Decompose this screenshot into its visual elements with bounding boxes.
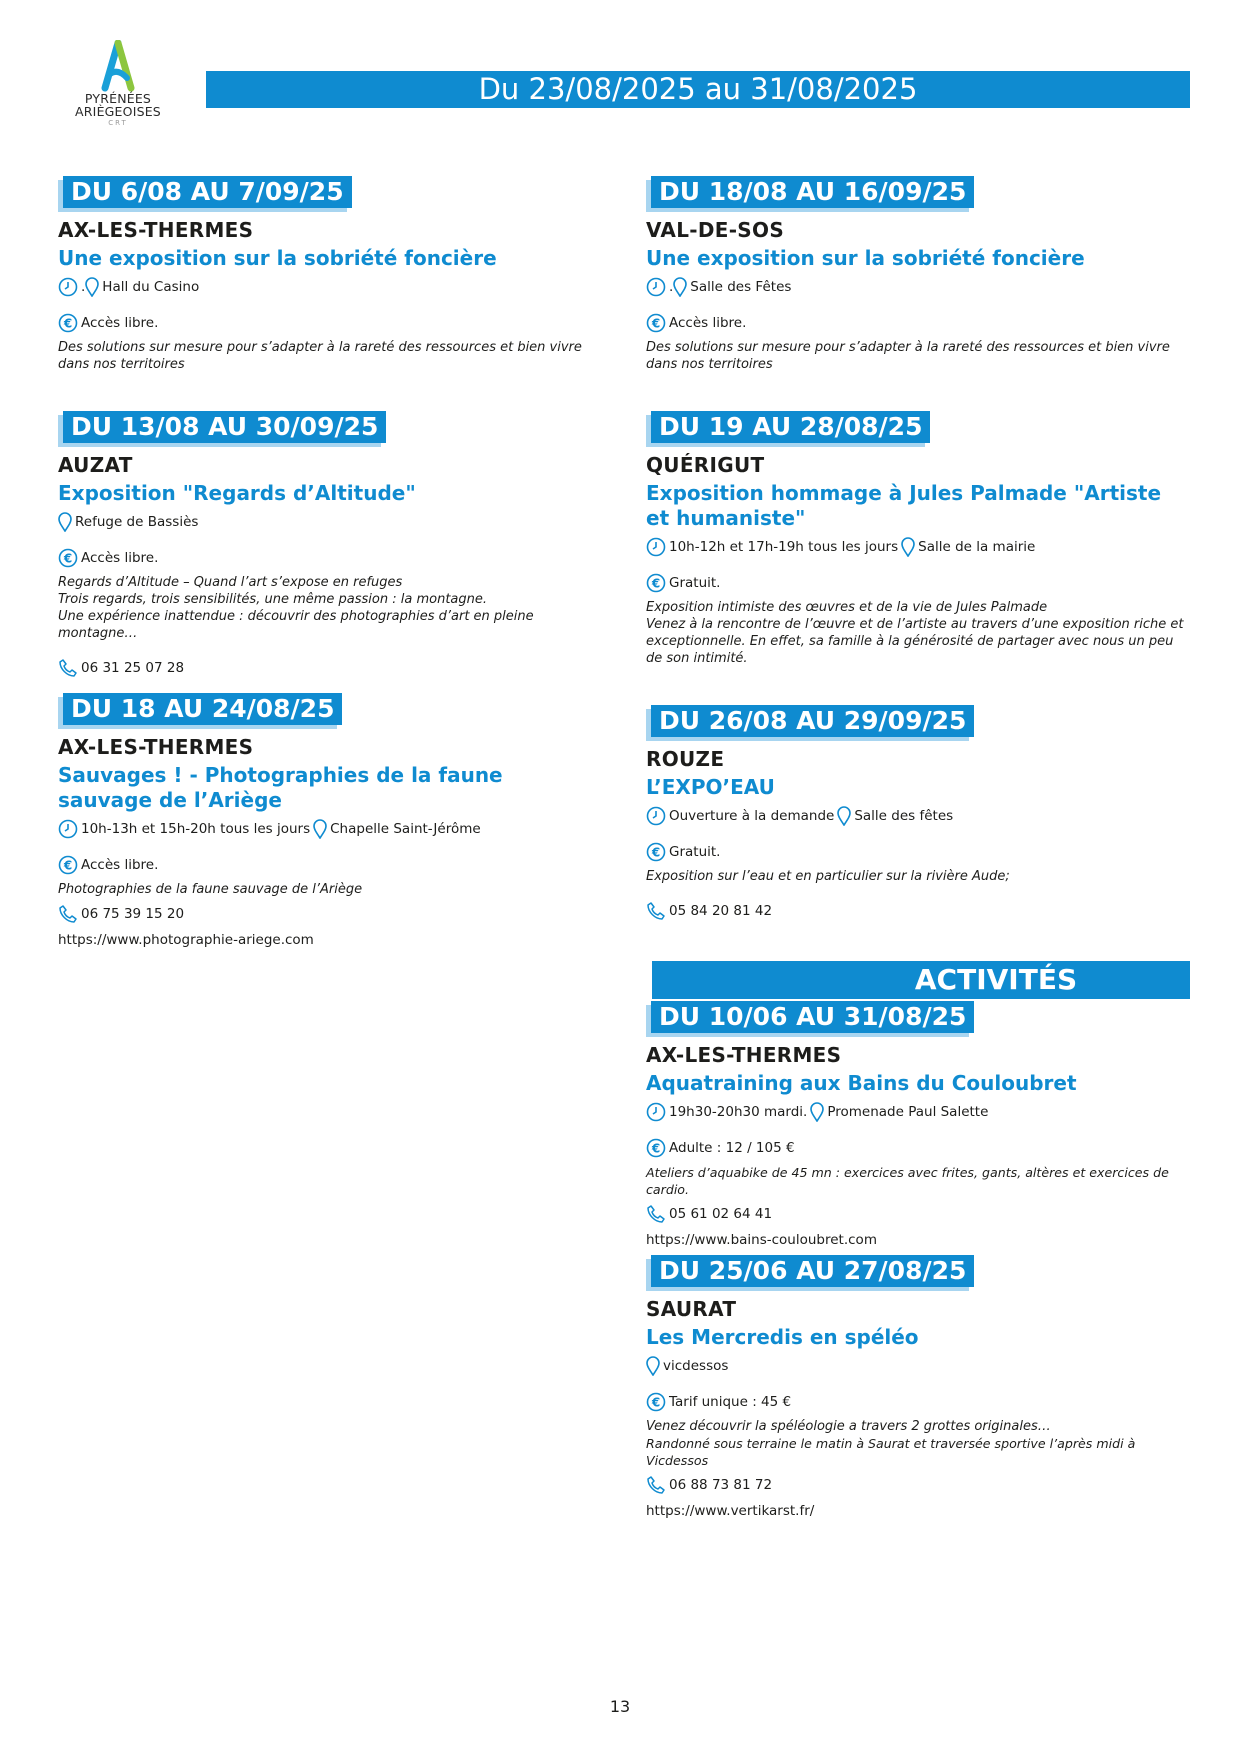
event-phone[interactable]: 05 84 20 81 42 [669, 903, 773, 919]
svg-text:€: € [63, 551, 73, 566]
event-description-line: Des solutions sur mesure pour s’adapter à la rareté des ressources et bien vivre dans nos territoires [646, 340, 1170, 372]
euro-icon [646, 842, 666, 862]
event-title: L’EXPO’EAU [646, 775, 775, 799]
event-town: ROUZE [646, 747, 725, 771]
event-time-place [58, 277, 598, 297]
event-phone-row [58, 658, 598, 678]
logo-line-1: PYRÉNÉES [84, 91, 152, 106]
event-date: DU 6/08 AU 7/09/25 [63, 176, 352, 208]
event-description-line: Exposition sur l’eau et en particulier sur la rivière Aude; [646, 869, 1010, 884]
event-place: vicdessos [663, 1358, 729, 1374]
event-card [646, 1255, 1186, 1521]
event-price: Gratuit. [669, 844, 721, 860]
euro-icon [58, 313, 78, 333]
event-phone[interactable]: 06 31 25 07 28 [81, 660, 185, 676]
event-title: Aquatraining aux Bains du Couloubret [646, 1071, 1077, 1095]
event-time: 10h-13h et 15h-20h tous les jours [81, 821, 311, 837]
location-pin-icon [313, 819, 327, 839]
svg-text:€: € [651, 576, 661, 591]
svg-text:€: € [63, 858, 73, 873]
clock-icon [58, 819, 78, 839]
event-time-place [646, 1356, 1186, 1376]
event-description-line: Venez découvrir la spéléologie a travers 2 grottes originales… [646, 1419, 1051, 1434]
logo [72, 40, 164, 140]
event-town: AX-LES-THERMES [58, 218, 254, 242]
logo-mark-icon [98, 40, 138, 92]
event-description [58, 574, 598, 642]
event-town: AX-LES-THERMES [646, 1043, 842, 1067]
event-price-row [58, 313, 598, 333]
event-date: DU 18 AU 24/08/25 [63, 693, 342, 725]
event-time-place [58, 819, 598, 839]
logo-line-3: CRT [108, 119, 128, 127]
location-pin-icon [58, 512, 72, 532]
svg-text:€: € [651, 845, 661, 860]
event-description-line: Venez à la rencontre de l’œuvre et de l’artiste au travers d’une exposition riche et exceptionnelle. En effet, sa famille à la générosité de partager avec nous un peu de son intimité. [646, 617, 1184, 666]
location-pin-icon [901, 537, 915, 557]
euro-icon [646, 573, 666, 593]
svg-text:€: € [651, 1141, 661, 1156]
event-price-row [646, 1138, 1186, 1158]
location-pin-icon [810, 1102, 824, 1122]
event-phone[interactable]: 05 61 02 64 41 [669, 1206, 773, 1222]
event-phone-row [58, 904, 598, 924]
event-price: Accès libre. [81, 857, 159, 873]
event-time: . [669, 279, 674, 295]
euro-icon [58, 855, 78, 875]
phone-icon [646, 901, 666, 921]
event-description [646, 599, 1186, 667]
event-date: DU 19 AU 28/08/25 [651, 411, 930, 443]
event-phone-row [646, 901, 1186, 921]
event-card [58, 693, 598, 950]
event-description [646, 1164, 1186, 1198]
event-title: Une exposition sur la sobriété foncière [58, 246, 497, 270]
event-town: SAURAT [646, 1297, 737, 1321]
phone-icon [646, 1204, 666, 1224]
logo-line-2: ARIÈGEOISES [75, 104, 161, 119]
event-card [646, 411, 1186, 667]
event-title: Sauvages ! - Photographies de la faune sauvage de l’Ariège [58, 763, 503, 812]
event-description-line: Une expérience inattendue : découvrir des photographies d’art en pleine montagne… [58, 609, 534, 641]
event-price-row [646, 1392, 1186, 1412]
event-town: AUZAT [58, 453, 133, 477]
event-description [58, 339, 598, 373]
event-description-line: Photographies de la faune sauvage de l’Ariège [58, 882, 363, 897]
event-price: Accès libre. [81, 550, 159, 566]
section-header-activites [652, 961, 1190, 999]
svg-text:€: € [63, 316, 73, 331]
event-description-line: Regards d’Altitude – Quand l’art s’expose en refuges [58, 575, 403, 590]
event-description-line: Exposition intimiste des œuvres et de la vie de Jules Palmade [646, 600, 1048, 615]
event-time-place [646, 806, 1186, 826]
event-card [646, 176, 1186, 373]
event-place: Hall du Casino [102, 279, 200, 295]
event-price: Accès libre. [669, 315, 747, 331]
euro-icon [646, 1392, 666, 1412]
event-time-place [646, 277, 1186, 297]
event-url[interactable]: https://www.photographie-ariege.com [58, 932, 314, 948]
event-time-place [646, 537, 1186, 557]
page-number: 13 [609, 1697, 631, 1716]
event-date: DU 25/06 AU 27/08/25 [651, 1255, 974, 1287]
euro-icon [58, 548, 78, 568]
event-description [58, 881, 598, 898]
event-place: Salle de la mairie [918, 539, 1036, 555]
event-time-place [58, 512, 598, 532]
euro-icon [646, 313, 666, 333]
event-town: AX-LES-THERMES [58, 735, 254, 759]
event-phone-row [646, 1475, 1186, 1495]
event-title: Une exposition sur la sobriété foncière [646, 246, 1085, 270]
event-price: Accès libre. [81, 315, 159, 331]
event-phone-row [646, 1204, 1186, 1224]
event-price-row [646, 313, 1186, 333]
event-price-row [58, 855, 598, 875]
event-url[interactable]: https://www.vertikarst.fr/ [646, 1503, 815, 1519]
event-price-row [646, 842, 1186, 862]
event-description-line: Randonné sous terraine le matin à Saurat et traversée sportive l’après midi à Vicdessos [646, 1436, 1136, 1468]
event-date: DU 18/08 AU 16/09/25 [651, 176, 974, 208]
event-card [646, 1001, 1186, 1250]
event-card [58, 411, 598, 678]
location-pin-icon [837, 806, 851, 826]
event-title: Exposition "Regards d’Altitude" [58, 481, 416, 505]
svg-text:€: € [651, 316, 661, 331]
phone-icon [58, 904, 78, 924]
event-date: DU 26/08 AU 29/09/25 [651, 705, 974, 737]
date-range-banner: Du 23/08/2025 au 31/08/2025 [206, 71, 1190, 108]
event-title: Les Mercredis en spéléo [646, 1325, 919, 1349]
event-description-line: Trois regards, trois sensibilités, une même passion : la montagne. [58, 592, 487, 607]
event-place: Salle des Fêtes [690, 279, 792, 295]
clock-icon [646, 537, 666, 557]
event-card [646, 705, 1186, 921]
event-time: 19h30-20h30 mardi. [669, 1104, 808, 1120]
euro-icon [646, 1138, 666, 1158]
event-card [58, 176, 598, 373]
event-date: DU 10/06 AU 31/08/25 [651, 1001, 974, 1033]
event-price: Adulte : 12 / 105 € [669, 1140, 795, 1156]
phone-icon [646, 1475, 666, 1495]
event-price-row [646, 573, 1186, 593]
event-price-row [58, 548, 598, 568]
location-pin-icon [85, 277, 99, 297]
event-time-place [646, 1102, 1186, 1122]
event-price: Gratuit. [669, 575, 721, 591]
event-description [646, 339, 1186, 373]
event-place: Promenade Paul Salette [827, 1104, 989, 1120]
event-town: VAL-DE-SOS [646, 218, 785, 242]
event-description-line: Des solutions sur mesure pour s’adapter à la rareté des ressources et bien vivre dans nos territoires [58, 340, 582, 372]
clock-icon [646, 277, 666, 297]
clock-icon [646, 806, 666, 826]
event-place: Salle des fêtes [854, 808, 954, 824]
svg-text:€: € [651, 1395, 661, 1410]
event-price: Tarif unique : 45 € [669, 1394, 792, 1410]
phone-icon [58, 658, 78, 678]
event-time: 10h-12h et 17h-19h tous les jours [669, 539, 899, 555]
event-time: Ouverture à la demande [669, 808, 835, 824]
event-place: Chapelle Saint-Jérôme [330, 821, 481, 837]
event-time: . [81, 279, 86, 295]
event-title: Exposition hommage à Jules Palmade "Artiste et humaniste" [646, 481, 1162, 530]
event-description [646, 868, 1186, 885]
event-description [646, 1418, 1186, 1469]
event-description-line: Ateliers d’aquabike de 45 mn : exercices avec frites, gants, altères et exercices de cardio. [646, 1165, 1169, 1197]
event-phone[interactable]: 06 75 39 15 20 [81, 906, 185, 922]
location-pin-icon [646, 1356, 660, 1376]
event-phone[interactable]: 06 88 73 81 72 [669, 1477, 773, 1493]
location-pin-icon [673, 277, 687, 297]
event-url[interactable]: https://www.bains-couloubret.com [646, 1232, 877, 1248]
clock-icon [58, 277, 78, 297]
event-date: DU 13/08 AU 30/09/25 [63, 411, 386, 443]
event-town: QUÉRIGUT [646, 453, 765, 477]
event-place: Refuge de Bassiès [75, 514, 199, 530]
clock-icon [646, 1102, 666, 1122]
section-header-label: ACTIVITÉS [914, 963, 1078, 996]
